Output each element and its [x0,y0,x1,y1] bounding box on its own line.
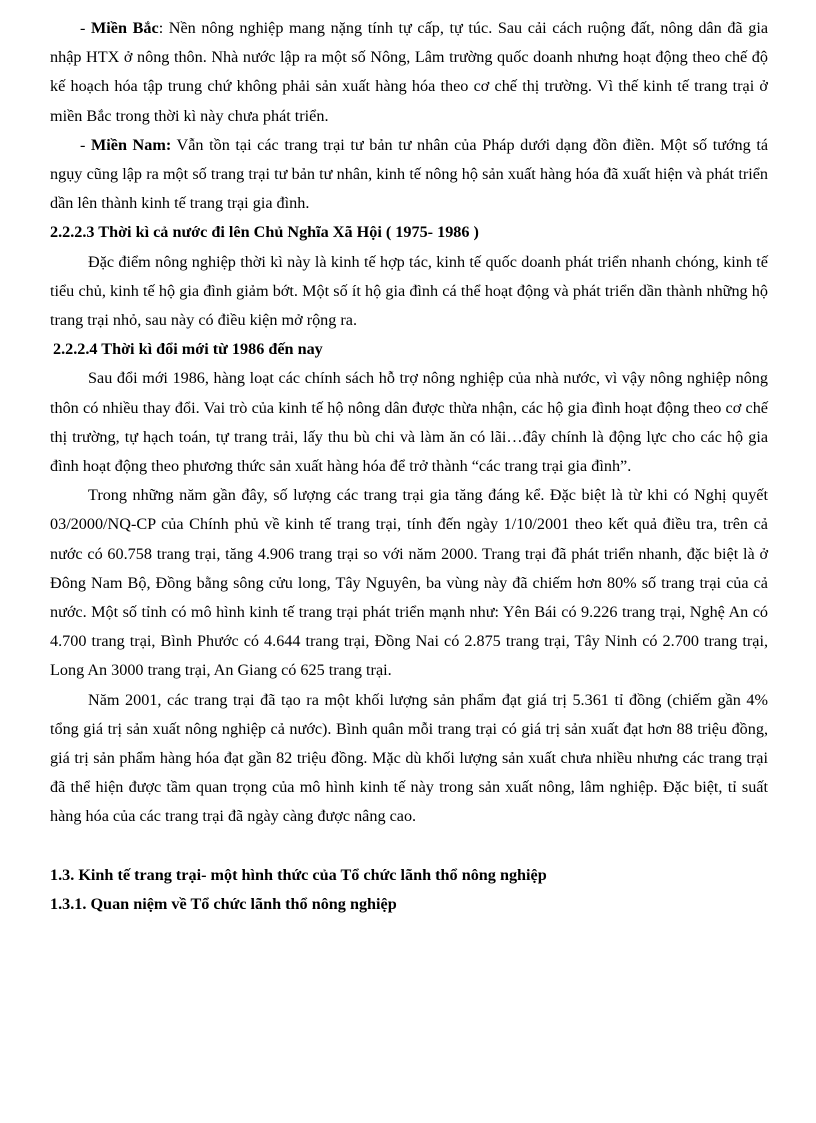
section-2224-paragraph-2: Trong những năm gần đây, số lượng các trang trại gia tăng đáng kể. Đặc biệt là từ khi có Nghị quyết 03/2000/NQ-CP của Chính phủ về kinh tế trang trại, tính đến ngày 1/10/2001 theo kết quả điều tra, trên cả nước có 60.758 trang trại, tăng 4.906 trang trại so với năm 2000. Trang trại đã phát triển nhanh, đặc biệt là ở Đông Nam Bộ, Đồng bằng sông cửu long, Tây Nguyên, ba vùng này đã chiếm hơn 80% số trang trại của cả nước. Một số tỉnh có mô hình kinh tế trang trại phát triển mạnh như: Yên Bái có 9.226 trang trại, Nghệ An có 4.700 trang trại, Bình Phước có 4.644 trang trại, Đồng Nai có 2.875 trang trại, Tây Ninh có 2.700 trang trại, Long An 3000 trang trại, An Giang có 625 trang trại. [50,486,768,680]
south-lead: - [80,135,91,154]
north-text: : Nền nông nghiệp mang nặng tính tự cấp, tự túc. Sau cải cách ruộng đất, nông dân đã gia nhập HTX ở nông thôn. Nhà nước lập ra một số Nông, Lâm trường quốc doanh nhưng hoạt động theo chế độ kế hoạch hóa tập trung chứ không phải sản xuất hàng hóa theo cơ chế thị trường. Vì thế kinh tế trang trại ở miền Bắc trong thời kì này chưa phát triển. [50,19,769,125]
section-2223-heading: 2.2.2.3 Thời kì cả nước đi lên Chủ Nghĩa Xã Hội ( 1975- 1986 ) [50,223,479,242]
section-2224-paragraph-3: Năm 2001, các trang trại đã tạo ra một khối lượng sản phẩm đạt giá trị 5.361 tỉ đồng (chiếm gần 4% tổng giá trị sản xuất nông nghiệp cả nước). Bình quân mỗi trang trại có giá trị sản xuất đạt hơn 88 triệu đồng, giá trị sản phẩm hàng hóa đạt gần 82 triệu đồng. Mặc dù khối lượng sản xuất chưa nhiều nhưng các trang trại đã thể hiện được tầm quan trọng của mô hình kinh tế này trong sản xuất nông, lâm nghiệp. Đặc biệt, tỉ suất hàng hóa của các trang trại đã ngày càng được nâng cao. [50,690,768,826]
south-label: Miền Nam: [91,135,172,154]
section-spacer [50,832,768,859]
section-131-heading: 1.3.1. Quan niệm về Tổ chức lãnh thổ nông nghiệp [50,894,397,913]
north-lead: - [80,19,92,37]
section-2223-paragraph: Đặc điểm nông nghiệp thời kì này là kinh tế hợp tác, kinh tế quốc doanh phát triển nhanh chóng, kinh tế tiểu chủ, kinh tế hộ gia đình giảm bớt. Một số ít hộ gia đình cá thể hoạt động và phát triển dần thành những hộ trang trại nhỏ, sau này có điều kiện mở rộng ra. [50,252,768,330]
section-13-heading: 1.3. Kinh tế trang trại- một hình thức của Tổ chức lãnh thổ nông nghiệp [50,865,547,884]
north-label: Miền Bắc [91,19,159,37]
document-page [50,14,768,919]
south-text: Vẫn tồn tại các trang trại tư bản tư nhân của Pháp dưới dạng đồn điền. Một số tướng tá ngụy cũng lập ra một số trang trại tư bản tư nhân, kinh tế nông hộ sản xuất hàng hóa đã xuất hiện và phát triển dần lên thành kinh tế trang trại gia đình. [50,135,769,213]
section-2224-heading: 2.2.2.4 Thời kì đổi mới từ 1986 đến nay [53,340,323,359]
section-2224-paragraph-1: Sau đổi mới 1986, hàng loạt các chính sách hỗ trợ nông nghiệp của nhà nước, vì vậy nông nghiệp nông thôn có nhiều thay đổi. Vai trò của kinh tế hộ nông dân được thừa nhận, các hộ gia đình hoạt động theo cơ chế thị trường, tự hạch toán, tự trang trải, lấy thu bù chi và làm ăn có lãi…đây chính là động lực cho các hộ gia đình hoạt động theo phương thức sản xuất hàng hóa để trở thành “các trang trại gia đình”. [50,369,768,476]
north-paragraph [50,14,768,131]
south-paragraph [50,131,768,219]
